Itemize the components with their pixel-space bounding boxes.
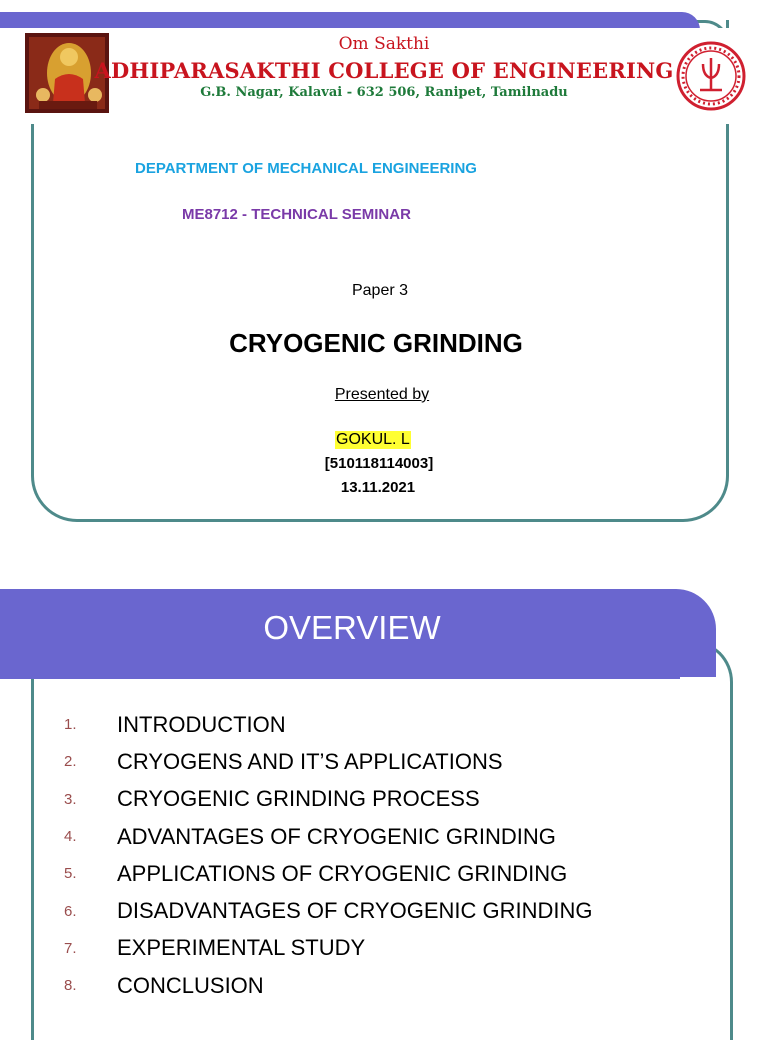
list-label: APPLICATIONS OF CRYOGENIC GRINDING [117,860,568,886]
department-name: DEPARTMENT OF MECHANICAL ENGINEERING [135,160,477,177]
list-label: CRYOGENS AND IT’S APPLICATIONS [117,748,503,774]
list-number: 1. [64,716,77,734]
slide2-banner-underline [0,677,680,679]
list-label: INTRODUCTION [117,711,286,737]
list-number: 2. [64,753,77,771]
overview-title: OVERVIEW [263,609,441,646]
list-label: ADVANTAGES OF CRYOGENIC GRINDING [117,823,556,849]
list-number: 5. [64,865,77,883]
list-item [64,930,593,967]
list-number: 4. [64,828,77,846]
presentation-date: 13.11.2021 [340,479,416,496]
list-item [64,706,593,743]
list-label: CONCLUSION [117,972,264,998]
overview-list [64,706,593,1004]
list-item [64,818,593,855]
list-item [64,892,593,929]
list-number: 6. [64,902,77,920]
list-item [64,743,593,780]
list-label: DISADVANTAGES OF CRYOGENIC GRINDING [117,898,593,924]
om-sakthi-text: Om Sakthi [338,34,430,54]
register-number: [510118114003] [324,455,434,472]
list-number: 3. [64,790,77,808]
list-item [64,855,593,892]
list-label: CRYOGENIC GRINDING PROCESS [117,786,480,812]
list-number: 7. [64,939,77,957]
list-item [64,781,593,818]
paper-number: Paper 3 [351,282,409,299]
list-label: EXPERIMENTAL STUDY [117,935,366,961]
list-number: 8. [64,977,77,995]
course-title: ME8712 - TECHNICAL SEMINAR [182,206,411,223]
college-name: ADHIPARASAKTHI COLLEGE OF ENGINEERING [94,58,674,83]
college-address: G.B. Nagar, Kalavai - 632 506, Ranipet, Tamilnadu [200,85,568,100]
list-item [64,967,593,1004]
presenter-name: GOKUL. L [336,431,410,448]
seminar-title: CRYOGENIC GRINDING [229,328,523,358]
presented-by-label: Presented by [334,386,430,403]
